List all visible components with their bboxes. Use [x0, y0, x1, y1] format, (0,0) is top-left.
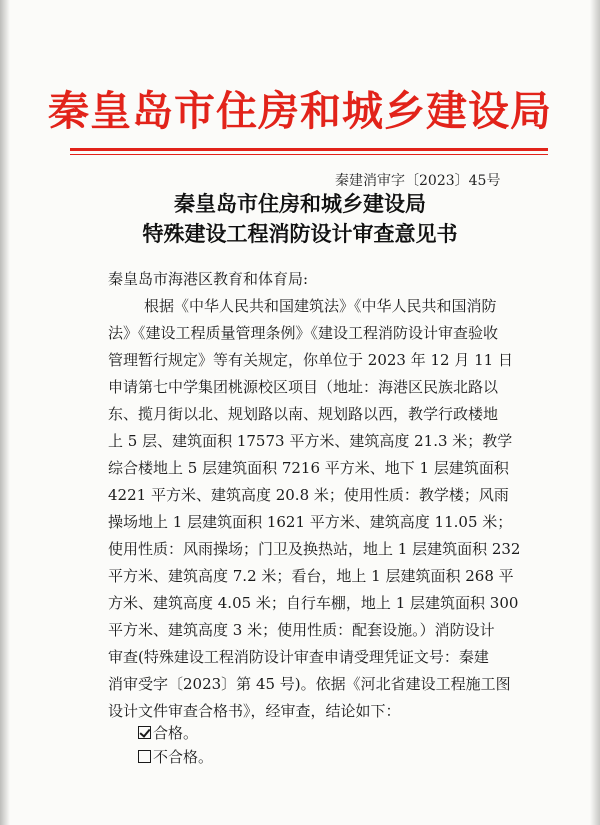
option-fail	[138, 746, 213, 767]
body-line: 申请第七中学集团桃源校区项目（地址：海港区民族北路以	[108, 378, 499, 396]
option-fail-label: 不合格。	[153, 748, 214, 766]
letterhead-title: 秦皇岛市住房和城乡建设局	[48, 87, 552, 135]
body-line: 平方米、建筑高度 3 米；使用性质：配套设施。）消防设计	[108, 621, 495, 639]
letterhead-rule-thick	[70, 148, 548, 151]
document-title-issuer: 秦皇岛市住房和城乡建设局	[174, 192, 426, 216]
body-line: 审查(特殊建设工程消防设计审查申请受理凭证文号：秦建	[108, 648, 489, 666]
body-line: 上 5 层、建筑面积 17573 平方米、建筑高度 21.3 米；教学	[108, 432, 513, 450]
body-line: 消审受字〔2023〕第 45 号)。依据《河北省建设工程施工图	[108, 675, 511, 693]
body-line: 平方米、建筑高度 7.2 米；看台，地上 1 层建筑面积 268 平	[108, 567, 514, 585]
option-pass-label: 合格。	[153, 724, 199, 742]
letterhead-rule-thin	[70, 154, 548, 155]
option-pass	[138, 722, 198, 743]
body-line: 根据《中华人民共和国建筑法》《中华人民共和国消防	[144, 297, 497, 315]
empty-box-icon	[138, 750, 151, 763]
body-line: 方米、建筑高度 4.05 米；自行车棚，地上 1 层建筑面积 300	[108, 594, 519, 612]
body-line: 设计文件审查合格书》，经审查，结论如下：	[108, 702, 401, 720]
checked-box-icon	[138, 726, 151, 739]
body-line: 使用性质：风雨操场；门卫及换热站，地上 1 层建筑面积 232	[108, 540, 521, 558]
document-title: 特殊建设工程消防设计审查意见书	[142, 222, 458, 246]
body-line: 管理暂行规定》等有关规定，你单位于 2023 年 12 月 11 日	[108, 351, 513, 369]
body-line: 操场地上 1 层建筑面积 1621 平方米、建筑高度 11.05 米；	[108, 513, 513, 531]
body-line: 综合楼地上 5 层建筑面积 7216 平方米、地下 1 层建筑面积	[108, 459, 509, 477]
recipient: 秦皇岛市海港区教育和体育局:	[108, 270, 309, 288]
body-line: 东、揽月街以北、规划路以南、规划路以西，教学行政楼地	[108, 405, 499, 423]
body-line: 法》《建设工程质量管理条例》《建设工程消防设计审查验收	[108, 324, 499, 342]
body-line: 4221 平方米、建筑高度 20.8 米；使用性质：教学楼；风雨	[108, 486, 509, 504]
document-number: 秦建消审字〔2023〕45号	[335, 173, 501, 189]
